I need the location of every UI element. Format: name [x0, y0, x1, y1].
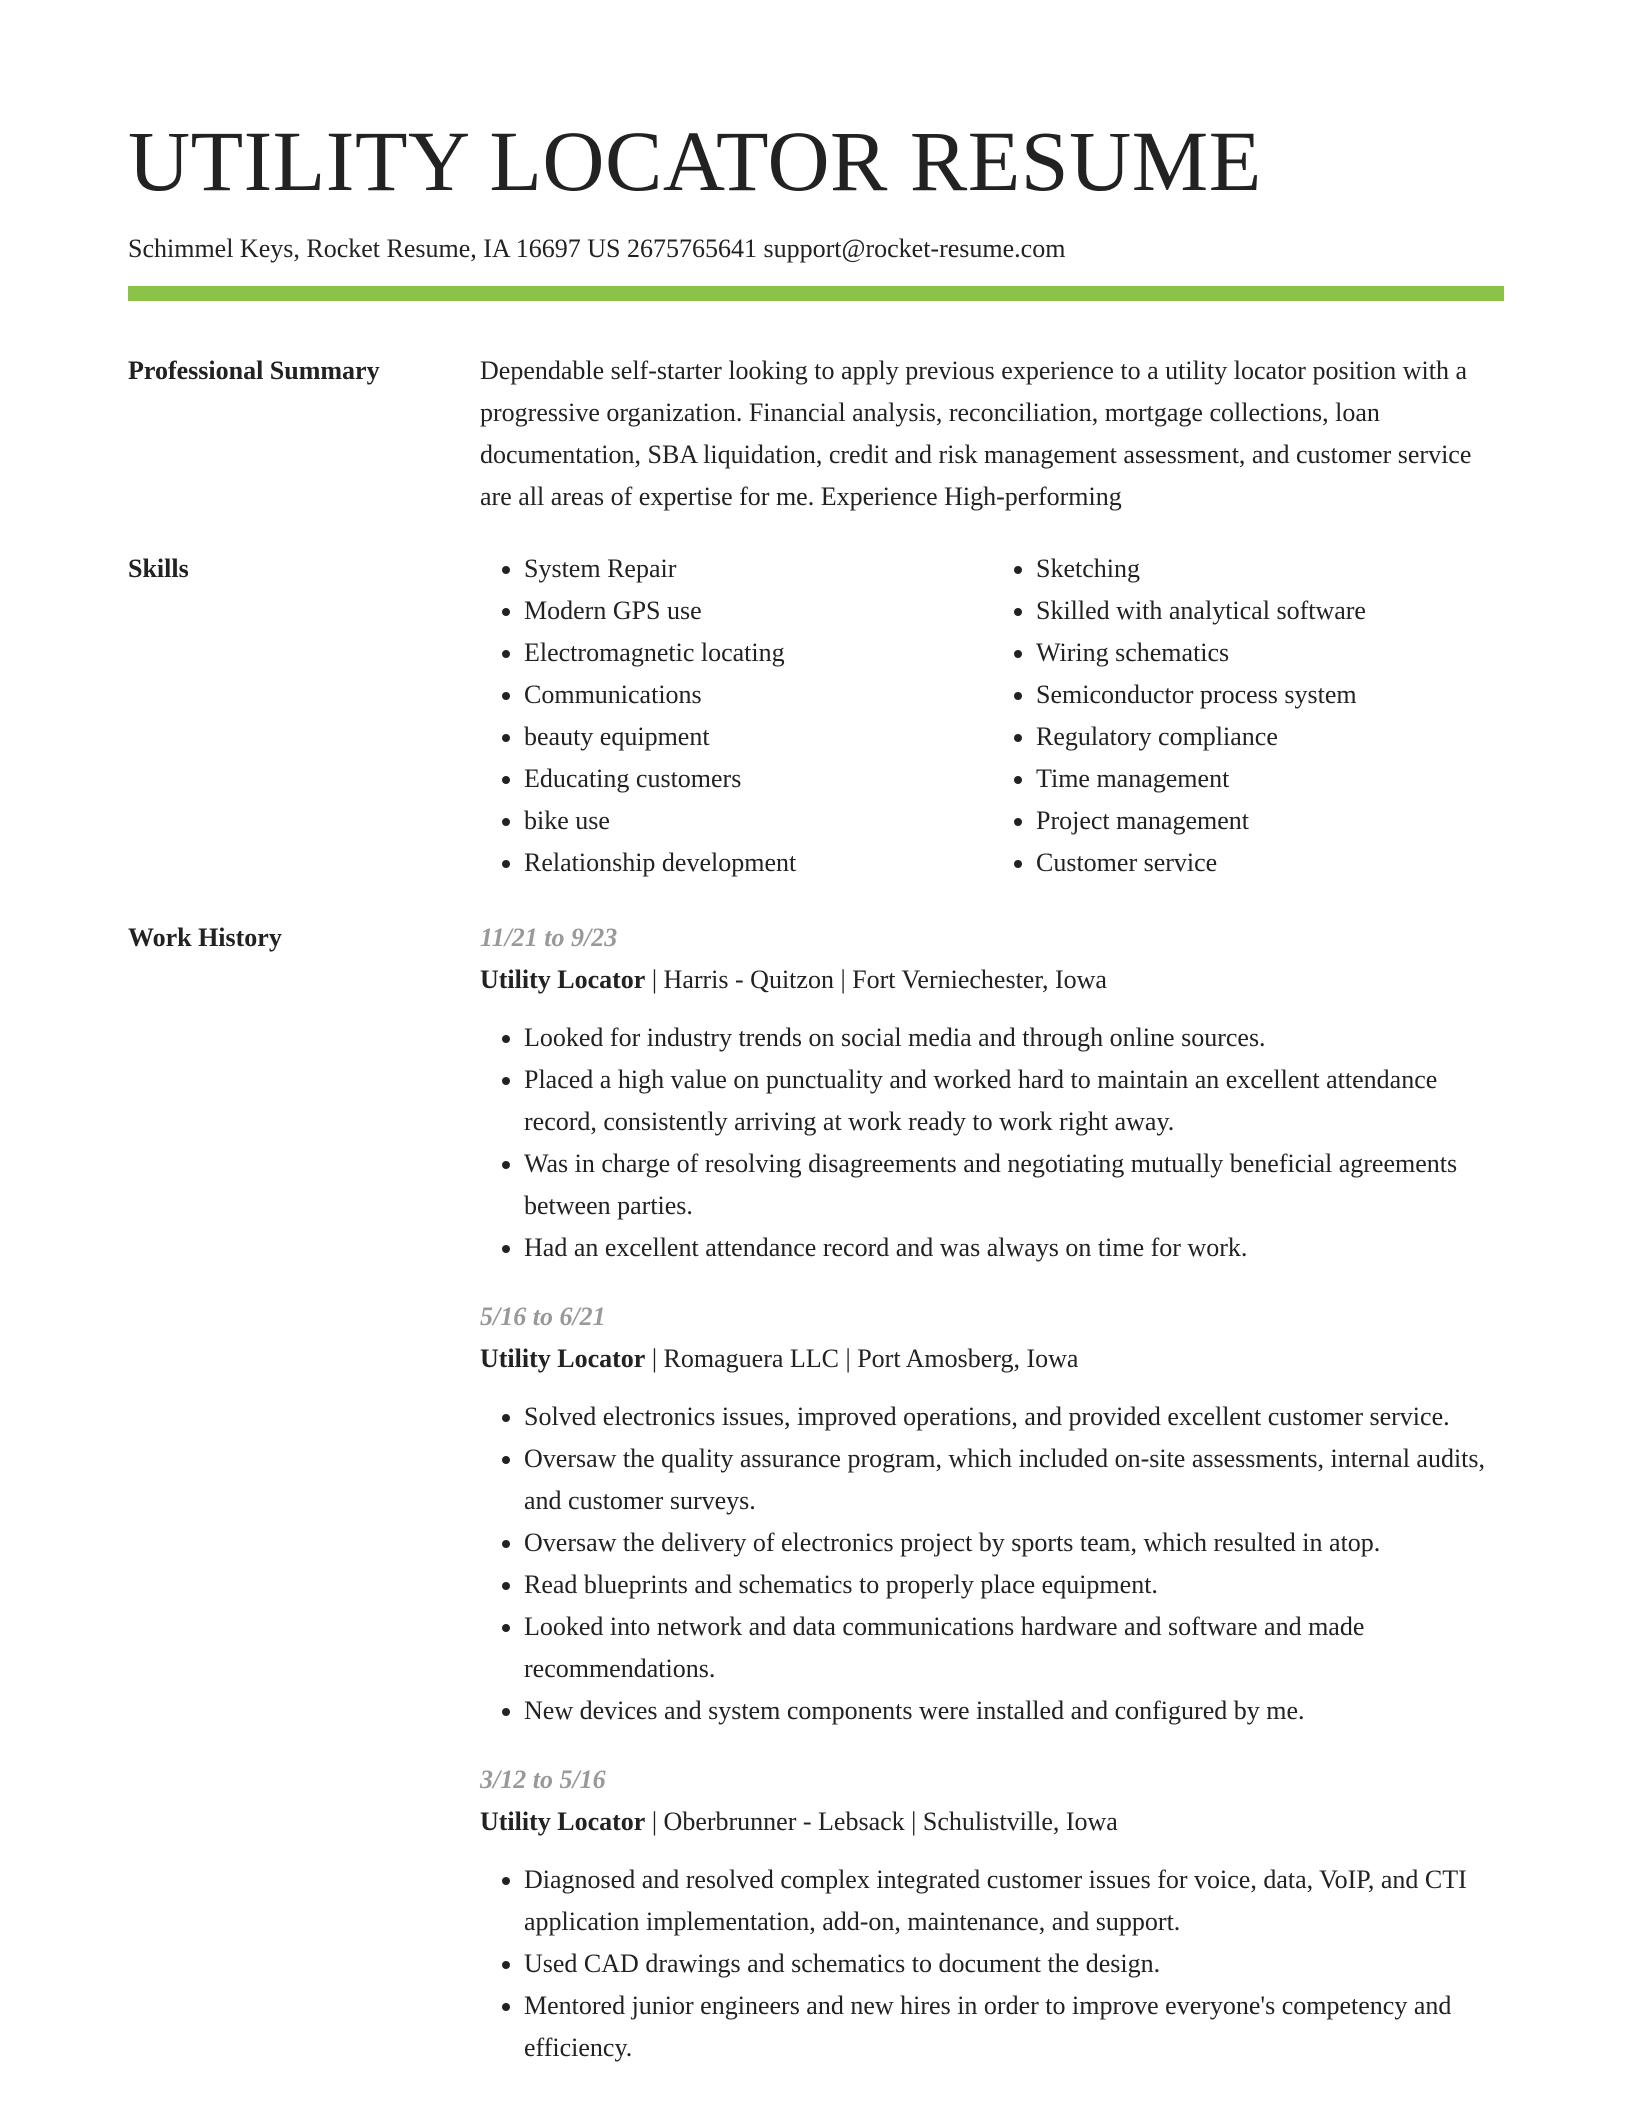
work-history-body	[480, 917, 1504, 2096]
skill-item: • Time management	[1036, 758, 1504, 800]
skill-item: • Relationship development	[524, 842, 992, 884]
job-title: Utility Locator	[480, 1807, 646, 1836]
skill-item: • Modern GPS use	[524, 590, 992, 632]
work-history-heading: Work History	[128, 923, 282, 952]
job-duty-item: • Oversaw the quality assurance program, which included on-site assessments, internal audits, and customer surveys.	[524, 1438, 1504, 1522]
summary-heading: Professional Summary	[128, 356, 380, 385]
skills-body	[480, 548, 1504, 884]
skill-item: • Project management	[1036, 800, 1504, 842]
contact-info: Schimmel Keys, Rocket Resume, IA 16697 US 2675765641 support@rocket-resume.com	[128, 234, 1066, 263]
skill-item: • Sketching	[1036, 548, 1504, 590]
skills-columns	[480, 548, 1504, 884]
job-duty-item: • Looked for industry trends on social media and through online sources.	[524, 1017, 1504, 1059]
job-heading	[480, 959, 1504, 1001]
job-duty-item: • Looked into network and data communications hardware and software and made recommendations.	[524, 1606, 1504, 1690]
job-duty-item: • Placed a high value on punctuality and worked hard to maintain an excellent attendance record, consistently arriving at work ready to work right away.	[524, 1059, 1504, 1143]
skill-item: • System Repair	[524, 548, 992, 590]
resume-title: UTILITY LOCATOR RESUME	[128, 113, 1262, 209]
job-duty-item: • Solved electronics issues, improved operations, and provided excellent customer service.	[524, 1396, 1504, 1438]
summary-text: Dependable self-starter looking to apply previous experience to a utility locator position with a progressive organization. Financial analysis, reconciliation, mortgage collections, loan documentation, SBA liquidation, credit and risk management assessment, and customer service are all areas of expertise for me. Experience High-performing	[480, 356, 1472, 511]
skill-item: • Customer service	[1036, 842, 1504, 884]
summary-body	[480, 350, 1504, 518]
job-dates: 3/12 to 5/16	[480, 1765, 606, 1794]
job-duty-item: • Read blueprints and schematics to properly place equipment.	[524, 1564, 1504, 1606]
skills-heading: Skills	[128, 554, 189, 583]
job-heading	[480, 1801, 1504, 1843]
skill-item: • Electromagnetic locating	[524, 632, 992, 674]
skill-item: • Skilled with analytical software	[1036, 590, 1504, 632]
job-entry	[480, 1296, 1504, 1732]
job-entry	[480, 1759, 1504, 2069]
skills-column-left	[480, 548, 992, 884]
job-employer-location: | Harris - Quitzon | Fort Verniechester, Iowa	[645, 965, 1107, 994]
job-heading	[480, 1338, 1504, 1380]
skills-column-right	[992, 548, 1504, 884]
skill-item: • Semiconductor process system	[1036, 674, 1504, 716]
job-duty-item: • Was in charge of resolving disagreements and negotiating mutually beneficial agreements between parties.	[524, 1143, 1504, 1227]
job-employer-location: | Romaguera LLC | Port Amosberg, Iowa	[645, 1344, 1079, 1373]
job-duty-item: • Used CAD drawings and schematics to document the design.	[524, 1943, 1504, 1985]
job-duty-item: • New devices and system components were installed and configured by me.	[524, 1690, 1504, 1732]
skill-item: • bike use	[524, 800, 992, 842]
job-dates: 11/21 to 9/23	[480, 923, 618, 952]
accent-divider	[128, 286, 1504, 301]
job-duty-item: • Diagnosed and resolved complex integrated customer issues for voice, data, VoIP, and CTI application implementation, add-on, maintenance, and support.	[524, 1859, 1504, 1943]
job-employer-location: | Oberbrunner - Lebsack | Schulistville, Iowa	[645, 1807, 1118, 1836]
skill-item: • Educating customers	[524, 758, 992, 800]
skill-item: • Regulatory compliance	[1036, 716, 1504, 758]
job-title: Utility Locator	[480, 965, 646, 994]
job-entry	[480, 917, 1504, 1269]
skill-item: • Wiring schematics	[1036, 632, 1504, 674]
job-dates: 5/16 to 6/21	[480, 1302, 606, 1331]
job-title: Utility Locator	[480, 1344, 646, 1373]
job-duty-item: • Oversaw the delivery of electronics project by sports team, which resulted in atop.	[524, 1522, 1504, 1564]
job-duties-list	[480, 1396, 1504, 1732]
job-duties-list	[480, 1859, 1504, 2069]
job-duties-list	[480, 1017, 1504, 1269]
skill-item: • beauty equipment	[524, 716, 992, 758]
skill-item: • Communications	[524, 674, 992, 716]
job-duty-item: • Had an excellent attendance record and was always on time for work.	[524, 1227, 1504, 1269]
job-duty-item: • Mentored junior engineers and new hires in order to improve everyone's competency and efficiency.	[524, 1985, 1504, 2069]
